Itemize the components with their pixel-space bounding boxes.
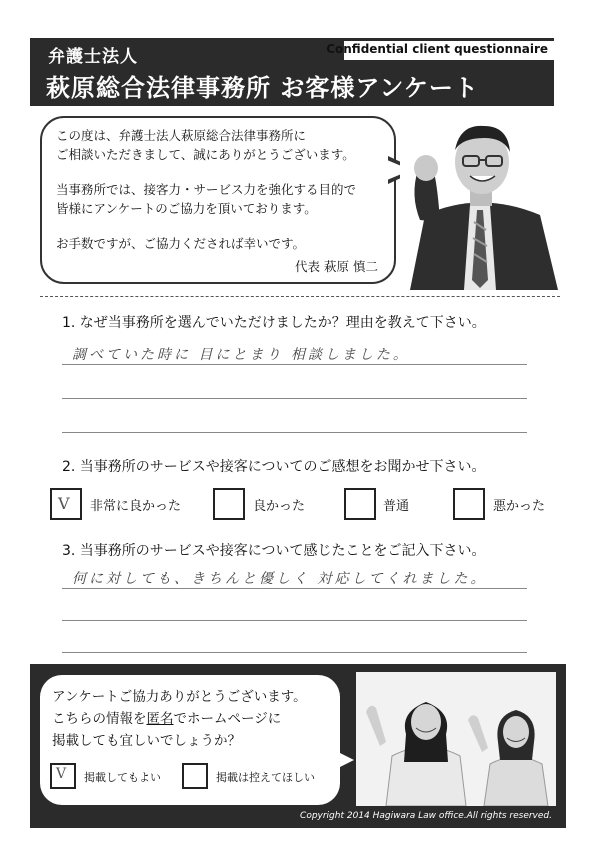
answer-line: [62, 432, 527, 433]
representative-name: 代表 萩原 慎二: [295, 259, 378, 274]
question-1: 1. なぜ当事務所を選んでいただけましたか？理由を教えて下さい。: [62, 315, 486, 331]
answer-line: [62, 620, 527, 621]
answer-3: 何に対しても、きちんと優しく 対応してくれました。: [72, 571, 488, 587]
question-3: 3. 当事務所のサービスや接客について感じたことをご記入下さい。: [62, 543, 486, 559]
staff-photo: [356, 672, 556, 806]
answer-line: [62, 364, 527, 365]
check-mark: V: [56, 766, 67, 782]
section-divider: [40, 296, 560, 297]
confidential-label: Confidential client questionnaire: [326, 42, 548, 56]
rating-label: 普通: [383, 499, 410, 514]
rating-label: 悪かった: [493, 499, 546, 514]
rating-label: 良かった: [253, 499, 306, 514]
greeting-text: 皆様にアンケートのご協力を頂いております。: [56, 201, 317, 216]
copyright: Copyright 2014 Hagiwara Law office.All rights reserved.: [300, 811, 552, 821]
greeting-text: お手数ですが、ご協力くだされば幸いです。: [56, 236, 306, 251]
answer-1: 調べていた時に 目にとまり 相談しました。: [72, 347, 410, 363]
greeting-text: この度は、弁護士法人萩原総合法律事務所に: [56, 128, 307, 143]
anonymous-emphasis: 匿名: [146, 711, 174, 727]
firm-type: 弁護士法人: [48, 47, 138, 67]
rating-checkbox-bad[interactable]: [453, 488, 485, 520]
consent-option-label: 掲載してもよい: [84, 771, 161, 784]
consent-checkbox-decline[interactable]: [182, 763, 208, 789]
rating-checkbox-average[interactable]: [344, 488, 376, 520]
greeting-text: 当事務所では、接客力・サービス力を強化する目的で: [56, 182, 357, 197]
representative-photo: [400, 110, 560, 290]
page-title: 萩原総合法律事務所 お客様アンケート: [46, 74, 479, 102]
rating-options: [48, 488, 548, 524]
consent-bubble-tail: [334, 750, 354, 770]
consent-text-part: こちらの情報を: [52, 711, 147, 727]
answer-line: [62, 398, 527, 399]
header-banner: [30, 38, 554, 106]
consent-text: アンケートご協力ありがとうございます。: [52, 689, 307, 705]
question-2: 2. 当事務所のサービスや接客についてのご感想をお聞かせ下さい。: [62, 459, 486, 475]
greeting-text: ご相談いただきまして、誠にありがとうございます。: [56, 147, 355, 162]
consent-option-label: 掲載は控えてほしい: [216, 771, 315, 784]
rating-checkbox-very-good[interactable]: [50, 488, 82, 520]
greeting-bubble: [40, 116, 396, 284]
check-mark: V: [58, 494, 70, 513]
consent-bubble: [40, 675, 340, 805]
consent-text: 掲載しても宜しいでしょうか？: [52, 733, 241, 749]
answer-line: [62, 588, 527, 589]
consent-checkbox-allow[interactable]: [50, 763, 76, 789]
rating-checkbox-good[interactable]: [213, 488, 245, 520]
rating-label: 非常に良かった: [90, 499, 182, 514]
answer-line: [62, 652, 527, 653]
consent-text: [52, 707, 281, 727]
consent-text-part: でホームページに: [173, 711, 282, 727]
